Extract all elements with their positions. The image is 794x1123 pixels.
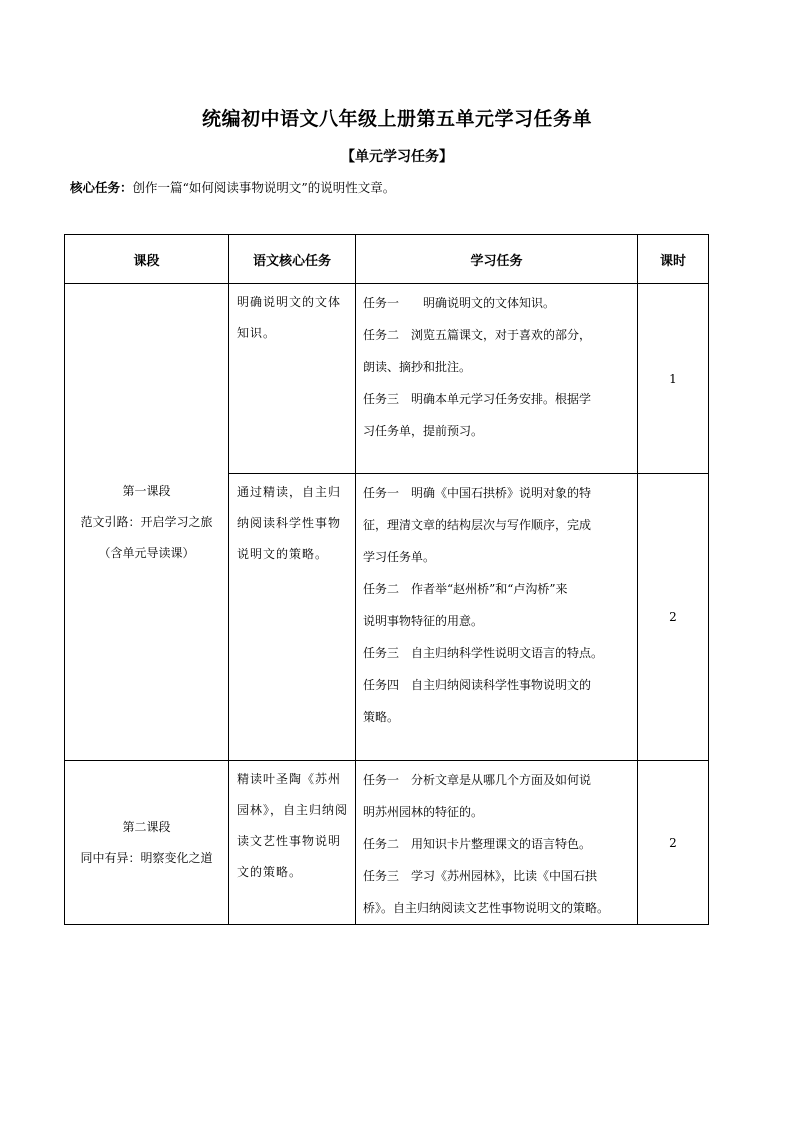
learning-task-line: 任务一 分析文章是从哪几个方面及如何说 — [363, 773, 592, 787]
learning-task-line: 习任务单，提前预习。 — [363, 424, 484, 438]
core-task-label: 核心任务： — [70, 180, 133, 195]
segment-line: 同中有异：明察变化之道 — [80, 850, 213, 865]
learning-task-line: 任务三 明确本单元学习任务安排。根据学 — [363, 392, 592, 406]
learning-task-line: 策略。 — [363, 710, 400, 724]
header-core-task: 语文核心任务 — [229, 235, 356, 284]
learning-task-line: 桥》。自主归纳阅读文艺性事物说明文的策略。 — [363, 901, 610, 915]
learning-task-cell — [356, 761, 638, 925]
core-task-line: 纳阅读科学性事物 — [237, 516, 342, 530]
learning-task-line: 任务一 明确《中国石拱桥》说明对象的特 — [363, 486, 592, 500]
core-task-line: 文的策略。 — [237, 865, 303, 879]
header-segment: 课段 — [65, 235, 229, 284]
learning-task-line: 任务二 用知识卡片整理课文的语言特色。 — [363, 837, 592, 851]
core-task-cell — [229, 761, 356, 925]
section-heading: 【单元学习任务】 — [341, 149, 453, 165]
core-task-line: 通过精读，自主归 — [237, 485, 342, 499]
learning-task-line: 任务三 学习《苏州园林》，比读《中国石拱 — [363, 869, 598, 883]
core-task-line: 明确说明文的文体 — [237, 295, 342, 309]
segment-cell — [65, 761, 229, 925]
core-task-line: 知识。 — [237, 326, 277, 340]
learning-task-line: 朗读、摘抄和批注。 — [363, 360, 472, 374]
core-task-text: 创作一篇“如何阅读事物说明文”的说明性文章。 — [132, 180, 396, 195]
document-title: 统编初中语文八年级上册第五单元学习任务单 — [201, 108, 592, 130]
hours-cell: 1 — [638, 284, 709, 474]
learning-task-line: 任务三 自主归纳科学性说明文语言的特点。 — [363, 646, 604, 660]
core-task-line: 园林》，自主归纳阅 — [237, 803, 349, 817]
core-task-cell — [229, 474, 356, 761]
core-task-cell — [229, 284, 356, 474]
segment-cell — [65, 284, 229, 761]
segment-line: 第二课段 — [122, 819, 171, 834]
header-hours: 课时 — [638, 235, 709, 284]
learning-task-cell — [356, 474, 638, 761]
segment-line: 第一课段 — [122, 483, 171, 498]
task-table — [64, 234, 709, 925]
core-task-line: 精读叶圣陶《苏州 — [237, 772, 342, 786]
learning-task-line: 说明事物特征的用意。 — [363, 614, 484, 628]
hours-cell: 2 — [638, 761, 709, 925]
table-header-row — [65, 235, 709, 284]
learning-task-line: 任务四 自主归纳阅读科学性事物说明文的 — [363, 678, 592, 692]
learning-task-line: 学习任务单。 — [363, 550, 436, 564]
learning-task-line: 任务二 浏览五篇课文，对于喜欢的部分， — [363, 328, 592, 342]
table-row — [65, 284, 709, 474]
core-task-line — [70, 178, 395, 196]
hours-cell: 2 — [638, 474, 709, 761]
learning-task-line: 明苏州园林的特征的。 — [363, 805, 484, 819]
core-task-line: 说明文的策略。 — [237, 547, 329, 561]
learning-task-line: 任务一 明确说明文的文体知识。 — [363, 296, 556, 310]
core-task-line: 读文艺性事物说明 — [237, 834, 342, 848]
header-learning-task: 学习任务 — [356, 235, 638, 284]
table-row — [65, 761, 709, 925]
segment-line: （含单元导读课） — [98, 545, 195, 560]
segment-line: 范文引路：开启学习之旅 — [80, 514, 213, 529]
learning-task-line: 任务二 作者举“赵州桥”和“卢沟桥”来 — [363, 582, 568, 596]
learning-task-line: 征，理清文章的结构层次与写作顺序，完成 — [363, 518, 592, 532]
learning-task-cell — [356, 284, 638, 474]
